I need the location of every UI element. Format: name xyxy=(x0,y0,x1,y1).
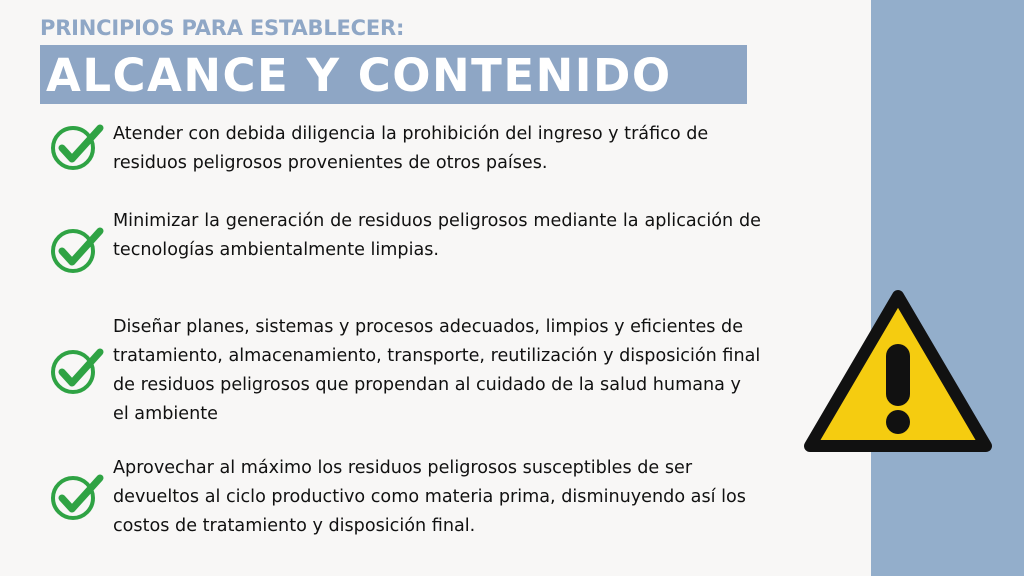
check-circle-icon xyxy=(50,122,106,172)
list-item-text: Minimizar la generación de residuos peligrosos mediante la aplicación de tecnologías ambientalmente limpias. xyxy=(113,211,761,260)
list-item-text: Atender con debida diligencia la prohibición del ingreso y tráfico de residuos peligrosos provenientes de otros países. xyxy=(113,124,709,173)
page-subtitle: PRINCIPIOS PARA ESTABLECER: xyxy=(40,16,405,40)
list-item-text: Aprovechar al máximo los residuos peligrosos susceptibles de ser devueltos al ciclo productivo como materia prima, disminuyendo así los costos de tratamiento y disposición final. xyxy=(113,458,746,536)
warning-sign-icon xyxy=(800,286,996,458)
check-circle-icon xyxy=(50,225,106,275)
check-circle-icon xyxy=(50,346,106,396)
list-item-text: Diseñar planes, sistemas y procesos adecuados, limpios y eficientes de tratamiento, almacenamiento, transporte, reutilización y disposición final de residuos peligrosos que propendan al cuidado de la salud humana y el ambiente xyxy=(113,317,761,424)
check-circle-icon xyxy=(50,472,106,522)
page-title: ALCANCE Y CONTENIDO xyxy=(46,49,672,102)
